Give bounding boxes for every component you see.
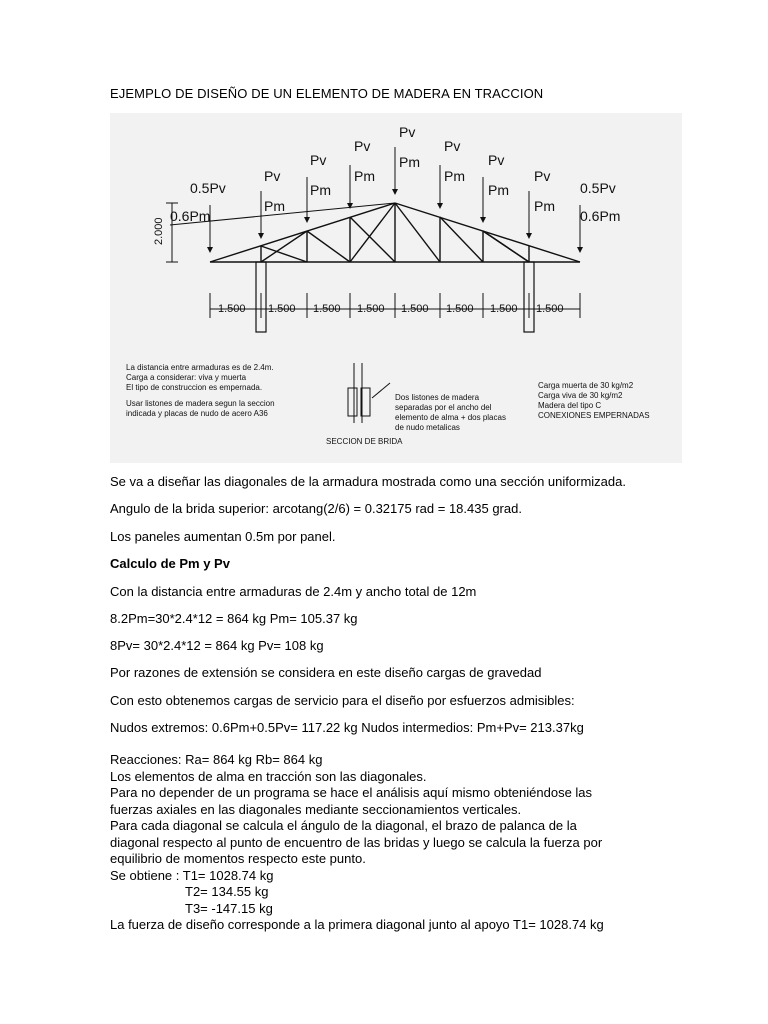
note-left-3: El tipo de construccion es empernada.	[126, 383, 263, 392]
load-label-pv-7: Pv	[534, 168, 551, 184]
note-right-4: CONEXIONES EMPERNADAS	[538, 411, 650, 420]
note-mid-2: separadas por el ancho del	[395, 403, 492, 412]
load-label-end-pm-left: 0.6Pm	[170, 208, 211, 224]
note-right-1: Carga muerta de 30 kg/m2	[538, 381, 634, 390]
paragraph-3: Los paneles aumentan 0.5m por panel.	[110, 529, 336, 544]
load-label-pv-2: Pv	[310, 152, 327, 168]
note-left-5: Usar listones de madera segun la seccion	[126, 399, 275, 408]
panel-dim-2: 1.500	[268, 303, 296, 315]
load-label-end-pm-right: 0.6Pm	[580, 208, 621, 224]
paragraph-10: Nudos extremos: 0.6Pm+0.5Pv= 117.22 kg Nudos intermedios: Pm+Pv= 213.37kg	[110, 720, 584, 735]
note-left-2: Carga a considerar: viva y muerta	[126, 373, 247, 382]
load-label-pm-1: Pm	[264, 198, 285, 214]
document-title: EJEMPLO DE DISEÑO DE UN ELEMENTO DE MADERA EN TRACCION	[110, 86, 544, 101]
notes-left	[126, 363, 336, 419]
height-dimension: 2.000	[153, 217, 165, 245]
notes-mid	[395, 393, 525, 433]
section-label: SECCION DE BRIDA	[326, 437, 403, 446]
note-right-3: Madera del tipo C	[538, 401, 602, 410]
load-label-end-pv-right: 0.5Pv	[580, 180, 616, 196]
panel-dim-6: 1.500	[446, 303, 474, 315]
block-line-5: Para cada diagonal se calcula el ángulo de la diagonal, el brazo de palanca de la	[110, 818, 577, 833]
block-line-7: equilibrio de momentos respecto este punto.	[110, 851, 366, 866]
panel-dim-5: 1.500	[401, 303, 429, 315]
result-t1: Se obtiene : T1= 1028.74 kg	[110, 867, 274, 883]
note-mid-4: de nudo metalicas	[395, 423, 460, 432]
result-t3: T3= -147.15 kg	[185, 900, 273, 916]
result-t2: T2= 134.55 kg	[185, 884, 269, 899]
paragraph-5: Con la distancia entre armaduras de 2.4m y ancho total de 12m	[110, 584, 477, 599]
load-label-pv-5: Pv	[444, 138, 461, 154]
panel-dim-7: 1.500	[490, 303, 518, 315]
conclusion-line: La fuerza de diseño corresponde a la primera diagonal junto al apoyo T1= 1028.74 kg	[110, 917, 604, 932]
results-block	[110, 752, 630, 934]
load-label-pv-3: Pv	[354, 138, 371, 154]
paragraph-2: Angulo de la brida superior: arcotang(2/6) = 0.32175 rad = 18.435 grad.	[110, 501, 522, 516]
paragraph-8: Por razones de extensión se considera en este diseño cargas de gravedad	[110, 665, 542, 680]
reactions-line: Reacciones: Ra= 864 kg Rb= 864 kg	[110, 752, 323, 767]
panel-dim-1: 1.500	[218, 303, 246, 315]
section-heading: Calculo de Pm y Pv	[110, 556, 230, 571]
block-line-4: fuerzas axiales en las diagonales mediante seccionamientos verticales.	[110, 801, 522, 817]
note-left-6: indicada y placas de nudo de acero A36	[126, 409, 268, 418]
load-label-end-pv-left: 0.5Pv	[190, 180, 226, 196]
note-right-2: Carga viva de 30 kg/m2	[538, 391, 623, 400]
load-label-pv-4: Pv	[399, 124, 416, 140]
paragraph-7: 8Pv= 30*2.4*12 = 864 kg Pv= 108 kg	[110, 638, 324, 653]
panel-dim-8: 1.500	[536, 303, 564, 315]
load-label-pm-2: Pm	[310, 182, 331, 198]
load-label-pm-3: Pm	[354, 168, 375, 184]
block-line-2: Los elementos de alma en tracción son las diagonales.	[110, 768, 427, 784]
block-line-3: Para no depender de un programa se hace el análisis aquí mismo obteniéndose las	[110, 785, 593, 800]
load-label-pv-1: Pv	[264, 168, 281, 184]
notes-right	[538, 381, 678, 421]
load-label-pm-5: Pm	[444, 168, 465, 184]
paragraph-1: Se va a diseñar las diagonales de la armadura mostrada como una sección uniformizada.	[110, 474, 626, 489]
paragraph-6: 8.2Pm=30*2.4*12 = 864 kg Pm= 105.37 kg	[110, 611, 358, 626]
block-line-6: diagonal respecto al punto de encuentro de las bridas y luego se calcula la fuerza por	[110, 834, 603, 850]
panel-dim-3: 1.500	[313, 303, 341, 315]
truss-figure	[110, 113, 682, 463]
load-label-pm-7: Pm	[534, 198, 555, 214]
panel-dim-4: 1.500	[357, 303, 385, 315]
load-label-pm-6: Pm	[488, 182, 509, 198]
note-left-1: La distancia entre armaduras es de 2.4m.	[126, 363, 274, 372]
note-mid-1: Dos listones de madera	[395, 393, 480, 402]
paragraph-9: Con esto obtenemos cargas de servicio para el diseño por esfuerzos admisibles:	[110, 693, 575, 708]
load-label-pv-6: Pv	[488, 152, 505, 168]
load-label-pm-4: Pm	[399, 154, 420, 170]
note-mid-3: elemento de alma + dos placas	[395, 413, 506, 422]
